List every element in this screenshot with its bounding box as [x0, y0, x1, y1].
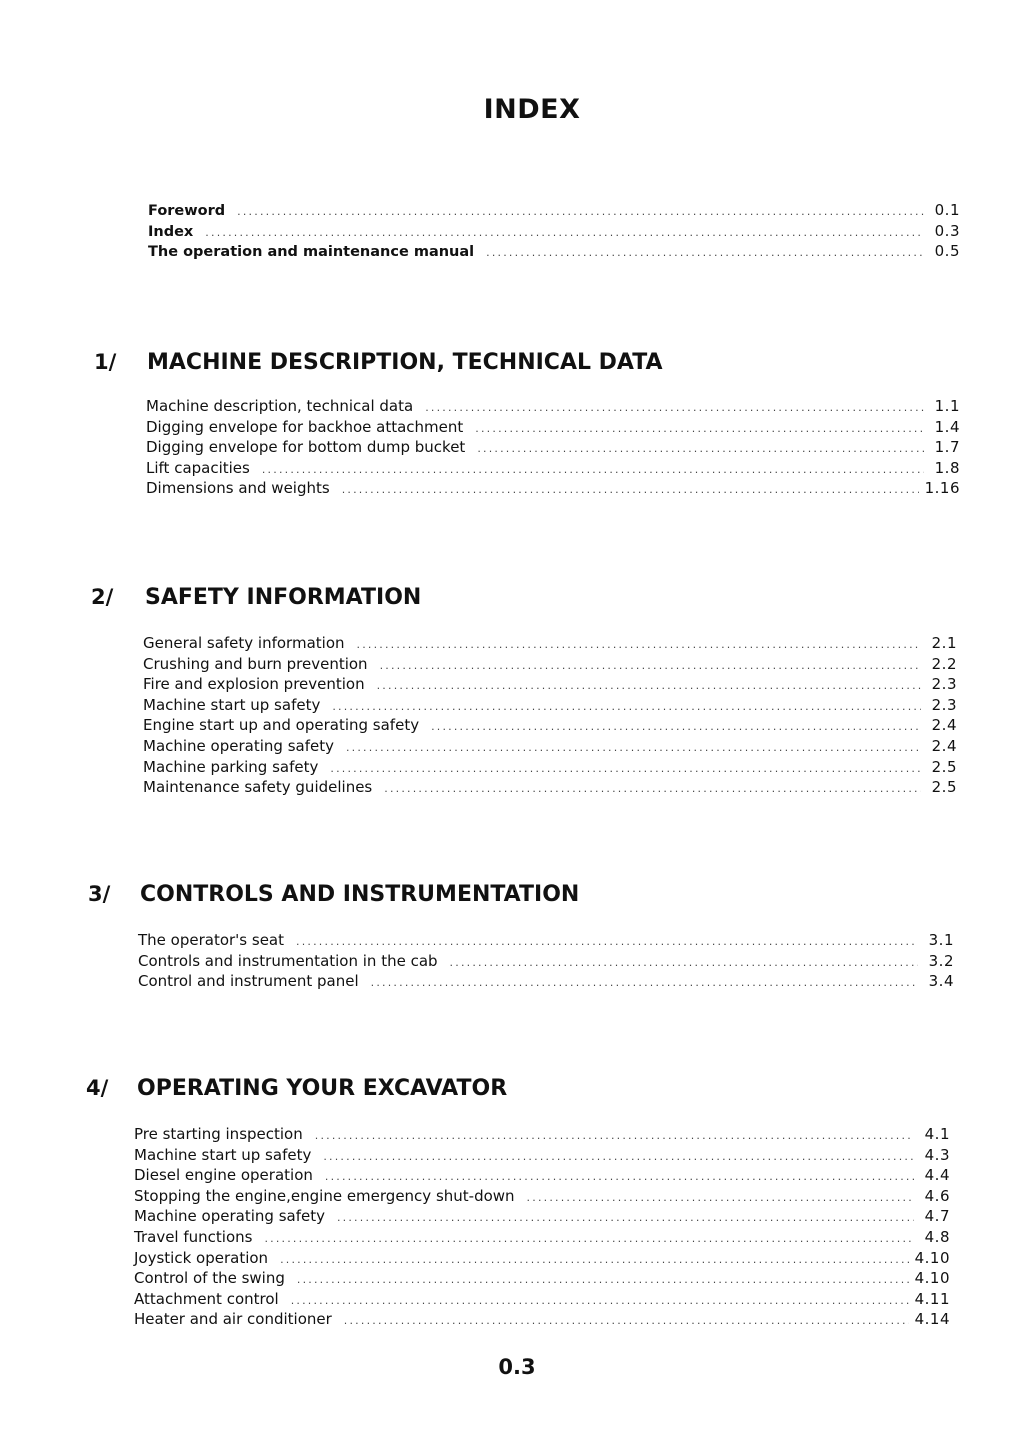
page-title: INDEX	[483, 94, 581, 125]
entry-label: Digging envelope for backhoe attachment	[146, 417, 464, 436]
toc-entry[interactable]	[134, 1165, 950, 1186]
toc-entry[interactable]	[143, 674, 957, 695]
entry-page: 1.7	[934, 438, 960, 457]
dot-leader	[346, 738, 921, 759]
toc-entry[interactable]	[134, 1248, 950, 1269]
entry-page: 1.4	[934, 417, 960, 436]
entry-label: Travel functions	[134, 1227, 253, 1246]
toc-entry[interactable]	[146, 417, 960, 438]
entry-page: 3.2	[928, 951, 954, 970]
entry-label: Machine operating safety	[134, 1207, 325, 1226]
entry-label: Foreword	[148, 203, 226, 219]
entry-label: Machine start up safety	[143, 695, 321, 714]
section-number: 1/	[94, 350, 117, 374]
entry-label: General safety information	[143, 634, 345, 652]
dot-leader	[315, 1126, 914, 1147]
toc-entry[interactable]	[146, 478, 960, 499]
dot-leader	[371, 973, 918, 994]
toc-entry[interactable]	[138, 930, 954, 951]
entry-page: 4.10	[914, 1269, 950, 1288]
dot-leader	[357, 635, 922, 656]
toc-entry-manual[interactable]	[148, 241, 960, 262]
toc-entry-foreword[interactable]	[148, 200, 960, 221]
entry-label: Attachment control	[134, 1289, 279, 1308]
section-title: OPERATING YOUR EXCAVATOR	[137, 1076, 508, 1101]
entry-page: 4.11	[914, 1289, 950, 1308]
section-title: CONTROLS AND INSTRUMENTATION	[140, 882, 580, 907]
entry-label: Fire and explosion prevention	[143, 675, 365, 694]
toc-entry[interactable]	[146, 458, 960, 479]
entry-page: 0.5	[934, 242, 960, 261]
toc-entry[interactable]	[146, 396, 960, 417]
section-heading	[88, 882, 954, 916]
section-2	[91, 585, 957, 798]
dot-leader	[431, 717, 921, 738]
dot-leader	[380, 656, 921, 677]
entry-page: 3.1	[928, 931, 954, 949]
dot-leader	[332, 697, 921, 718]
dot-leader	[237, 202, 924, 223]
entry-label: Machine description, technical data	[146, 397, 414, 415]
section-title: MACHINE DESCRIPTION, TECHNICAL DATA	[147, 350, 663, 375]
entry-label: Maintenance safety guidelines	[143, 778, 373, 797]
entry-page: 4.14	[914, 1310, 950, 1329]
entry-page: 4.3	[924, 1145, 950, 1164]
entry-page: 2.1	[931, 634, 957, 652]
entry-page: 2.2	[931, 654, 957, 673]
entry-label: Machine operating safety	[143, 736, 334, 755]
dot-leader	[475, 419, 924, 440]
entry-page: 3.4	[928, 972, 954, 991]
toc-entry[interactable]	[143, 633, 957, 654]
toc-entry[interactable]	[143, 715, 957, 736]
entry-label: Diesel engine operation	[134, 1166, 313, 1185]
dot-leader	[325, 1167, 914, 1188]
toc-entry[interactable]	[134, 1206, 950, 1227]
intro-list	[148, 200, 960, 262]
entry-page: 4.7	[924, 1207, 950, 1226]
entry-page: 0.1	[934, 201, 960, 219]
entry-label: Stopping the engine,engine emergency shut-down	[134, 1186, 515, 1205]
dot-leader	[280, 1250, 909, 1271]
dot-leader	[384, 779, 921, 800]
toc-entry[interactable]	[134, 1227, 950, 1248]
section-number: 4/	[86, 1076, 109, 1100]
toc-entry[interactable]	[134, 1124, 950, 1145]
section-4	[86, 1076, 950, 1330]
entry-page: 4.10	[914, 1248, 950, 1267]
dot-leader	[337, 1208, 914, 1229]
toc-entry[interactable]	[143, 736, 957, 757]
entry-label: Control of the swing	[134, 1269, 285, 1288]
entry-label: Digging envelope for bottom dump bucket	[146, 438, 466, 457]
section-title: SAFETY INFORMATION	[145, 585, 422, 610]
toc-entry[interactable]	[134, 1145, 950, 1166]
dot-leader	[477, 439, 924, 460]
entry-label: The operator's seat	[138, 931, 285, 949]
entry-page: 2.4	[931, 736, 957, 755]
toc-entry[interactable]	[146, 437, 960, 458]
dot-leader	[450, 953, 918, 974]
toc-entry-index[interactable]	[148, 221, 960, 242]
toc-entry[interactable]	[134, 1309, 950, 1330]
entry-label: Machine parking safety	[143, 757, 319, 776]
toc-entry[interactable]	[134, 1289, 950, 1310]
entry-label: Engine start up and operating safety	[143, 716, 420, 735]
dot-leader	[297, 1270, 909, 1291]
dot-leader	[377, 676, 921, 697]
dot-leader	[262, 460, 924, 481]
entry-page: 4.8	[924, 1227, 950, 1246]
dot-leader	[264, 1229, 914, 1250]
entry-page: 4.4	[924, 1166, 950, 1185]
dot-leader	[323, 1147, 914, 1168]
entry-label: Control and instrument panel	[138, 972, 359, 991]
toc-entry[interactable]	[143, 654, 957, 675]
entry-page: 2.5	[931, 778, 957, 797]
toc-entry[interactable]	[138, 971, 954, 992]
dot-leader	[344, 1311, 909, 1332]
toc-entry[interactable]	[143, 777, 957, 798]
section-number: 2/	[91, 585, 114, 609]
entry-label: Dimensions and weights	[146, 479, 330, 498]
section-heading	[94, 350, 960, 384]
entry-page: 2.5	[931, 757, 957, 776]
entry-page: 1.8	[934, 458, 960, 477]
dot-leader	[425, 398, 924, 419]
section-heading	[91, 585, 957, 619]
entry-page: 1.16	[924, 479, 960, 498]
entry-label: Crushing and burn prevention	[143, 654, 368, 673]
entry-page: 4.1	[924, 1125, 950, 1143]
entry-page: 2.3	[931, 695, 957, 714]
entry-page: 2.4	[931, 716, 957, 735]
entry-label: Joystick operation	[134, 1248, 269, 1267]
dot-leader	[527, 1188, 914, 1209]
dot-leader	[296, 932, 918, 953]
toc-entry[interactable]	[143, 757, 957, 778]
dot-leader	[330, 759, 921, 780]
dot-leader	[342, 480, 919, 501]
entry-page: 2.3	[931, 675, 957, 694]
section-number: 3/	[88, 882, 111, 906]
toc-entry[interactable]	[138, 951, 954, 972]
dot-leader	[205, 223, 924, 244]
entry-page: 1.1	[934, 397, 960, 415]
entry-label: Heater and air conditioner	[134, 1310, 332, 1329]
section-heading	[86, 1076, 950, 1110]
section-3	[88, 882, 954, 992]
section-1	[94, 350, 960, 499]
entry-label: Index	[148, 223, 194, 240]
entry-label: Controls and instrumentation in the cab	[138, 951, 438, 970]
toc-entry[interactable]	[134, 1186, 950, 1207]
dot-leader	[486, 243, 924, 264]
entry-label: The operation and maintenance manual	[148, 244, 475, 261]
dot-leader	[291, 1291, 909, 1312]
entry-page: 0.3	[934, 221, 960, 240]
toc-entry[interactable]	[134, 1268, 950, 1289]
entry-label: Lift capacities	[146, 458, 250, 477]
toc-entry[interactable]	[143, 695, 957, 716]
entry-label: Machine start up safety	[134, 1145, 312, 1164]
page-number: 0.3	[498, 1355, 536, 1379]
entry-page: 4.6	[924, 1186, 950, 1205]
entry-label: Pre starting inspection	[134, 1125, 303, 1143]
